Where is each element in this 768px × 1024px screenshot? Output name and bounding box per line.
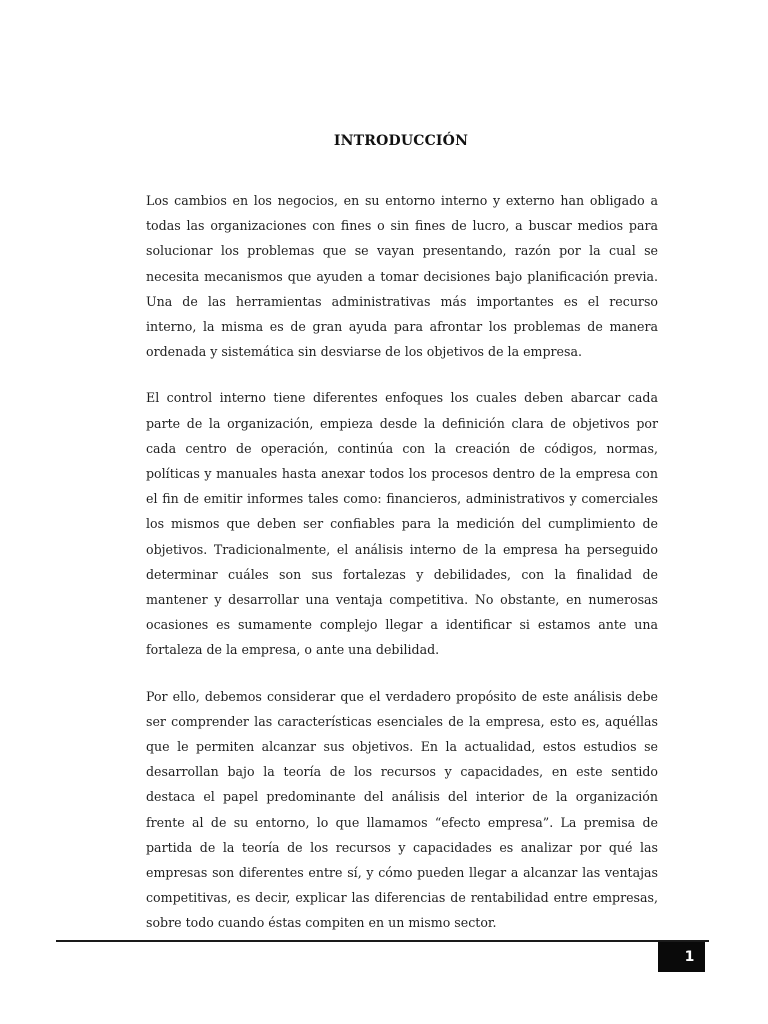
- page-title: INTRODUCCIÓN: [333, 133, 469, 149]
- paragraph-3: Por ello, debemos considerar que el verdadero propósito de este análisis debe ser comprender las características esenciales de la empresa, esto es, aquéllas que le permiten alcanzar sus objetivos. En la actualidad, estos estudios se desarrollan bajo la teoría de los recursos y capacidades, en este sentido destaca el papel predominante del análisis del interior de la organización frente al de su entorno, lo que llamamos “efecto empresa”. La premisa de partida de la teoría de los recursos y capacidades es analizar por qué las empresas son diferentes entre sí, y cómo pueden llegar a alcanzar las ventajas competitivas, es decir, explicar las diferencias de rentabilidad entre empresas, sobre todo cuando éstas compiten en un mismo sector.: [146, 688, 658, 931]
- footer-rule: [56, 940, 709, 942]
- document-body: [146, 188, 658, 957]
- page-number: 1: [684, 949, 695, 965]
- page-number-box: [658, 942, 705, 972]
- paragraph-2: El control interno tiene diferentes enfoques los cuales deben abarcar cada parte de la organización, empieza desde la definición clara de objetivos por cada centro de operación, continúa con la creación de códigos, normas, políticas y manuales hasta anexar todos los procesos dentro de la empresa con el fin de emitir informes tales como: financieros, administrativos y comerciales los mismos que deben ser confiables para la medición del cumplimiento de objetivos. Tradicionalmente, el análisis interno de la empresa ha perseguido determinar cuáles son sus fortalezas y debilidades, con la finalidad de mantener y desarrollar una ventaja competitiva. No obstante, en numerosas ocasiones es sumamente complejo llegar a identificar si estamos ante una fortaleza de la empresa, o ante una debilidad.: [146, 390, 658, 658]
- paragraph-1: Los cambios en los negocios, en su entorno interno y externo han obligado a todas las organizaciones con fines o sin fines de lucro, a buscar medios para solucionar los problemas que se vayan presentando, razón por la cual se necesita mecanismos que ayuden a tomar decisiones bajo planificación previa. Una de las herramientas administrativas más importantes es el recurso interno, la misma es de gran ayuda para afrontar los problemas de manera ordenada y sistemática sin desviarse de los objetivos de la empresa.: [146, 193, 658, 360]
